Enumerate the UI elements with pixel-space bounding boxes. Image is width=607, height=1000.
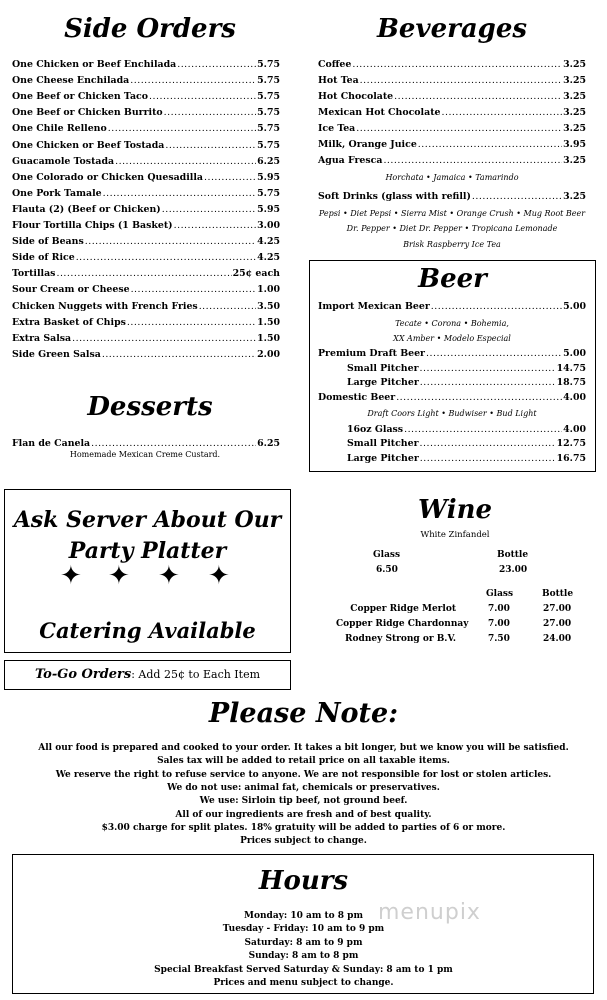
item-price: 5.75 <box>257 123 280 135</box>
item-name: Coffee <box>318 59 352 70</box>
hours-line: Monday: 10 am to 8 pm <box>244 911 363 921</box>
side-order-item <box>12 202 280 217</box>
wine-title: Wine <box>417 495 493 525</box>
side-order-item <box>12 138 280 153</box>
item-name: One Chicken or Beef Tostada <box>12 139 165 151</box>
domestic-glass-price: 4.00 <box>563 424 586 435</box>
side-order-item <box>12 282 280 297</box>
dessert-name: Flan de Canela <box>12 438 91 449</box>
soft-drinks-item <box>318 189 586 204</box>
domestic-small-pitcher <box>347 436 586 451</box>
side-order-item <box>12 266 280 281</box>
wine-name: Copper Ridge Chardonnay <box>336 619 469 629</box>
domestic-large-price: 16.75 <box>556 453 586 464</box>
wine-bottle-price: 27.00 <box>543 604 572 614</box>
premium-draft-item <box>318 346 586 361</box>
hours-line: Prices and menu subject to change. <box>213 978 394 988</box>
side-order-item <box>12 347 280 362</box>
premium-large-price: 18.75 <box>556 377 586 388</box>
import-beer-item <box>318 299 586 314</box>
wine-bottle-price: 24.00 <box>543 634 572 644</box>
item-price: 2.00 <box>257 348 280 360</box>
side-order-item <box>12 89 280 104</box>
note-line: We reserve the right to refuse service to anyone. We are not responsible for lost or stolen articles. <box>55 769 552 780</box>
togo-label: To-Go Orders <box>34 667 132 682</box>
import-note-2: XX Amber • Modelo Especial <box>393 334 511 343</box>
soft-drinks-name: Soft Drinks (glass with refill) <box>318 191 471 202</box>
item-price: 3.00 <box>257 220 280 231</box>
desserts-title: Desserts <box>87 392 213 422</box>
item-name: Side Green Salsa <box>12 348 101 360</box>
item-price: 3.25 <box>563 155 586 166</box>
item-price: 5.75 <box>257 75 280 87</box>
beverage-item <box>318 153 586 168</box>
star-icon: ✦ <box>158 561 180 591</box>
item-name: Tortillas <box>12 268 56 280</box>
item-name: One Chicken or Beef Enchilada <box>12 59 177 70</box>
item-name: One Chile Relleno <box>12 123 107 135</box>
item-name: One Beef or Chicken Burrito <box>12 107 163 119</box>
side-orders-title: Side Orders <box>64 14 236 44</box>
wine-glass-price: 7.00 <box>488 604 510 614</box>
note-line: All our food is prepared and cooked to your order. It takes a bit longer, but we know you will be satisfied. <box>38 743 569 753</box>
item-price: 3.25 <box>563 59 586 70</box>
premium-large-name: Large Pitcher <box>347 377 419 388</box>
item-name: Chicken Nuggets with French Fries <box>12 300 198 312</box>
please-note-title: Please Note: <box>208 698 399 729</box>
item-price: 1.00 <box>257 284 280 296</box>
side-order-item <box>12 57 280 72</box>
side-order-item <box>12 73 280 88</box>
soft-drinks-note-2: Dr. Pepper • Diet Dr. Pepper • Tropicana Lemonade <box>346 224 558 233</box>
item-name: Flour Tortilla Chips (1 Basket) <box>12 220 173 231</box>
item-price: 3.95 <box>563 139 586 150</box>
beverage-item <box>318 57 586 72</box>
soft-drinks-price: 3.25 <box>563 191 586 202</box>
item-price: 3.50 <box>257 300 280 312</box>
star-icon: ✦ <box>208 561 230 591</box>
item-price: 4.25 <box>257 252 280 264</box>
item-name: Flauta (2) (Beef or Chicken) <box>12 203 161 215</box>
side-order-item <box>12 331 280 346</box>
item-price: 3.25 <box>563 107 586 118</box>
item-name: Agua Fresca <box>318 155 383 166</box>
side-order-item <box>12 121 280 136</box>
domestic-glass-item <box>347 422 586 437</box>
catering-available: Catering Available <box>39 618 256 643</box>
side-order-item <box>12 154 280 169</box>
item-price: 5.75 <box>257 107 280 119</box>
side-order-item <box>12 250 280 265</box>
premium-draft-price: 5.00 <box>563 348 586 359</box>
side-order-item <box>12 105 280 120</box>
soft-drinks-note-3: Brisk Raspberry Ice Tea <box>403 240 501 249</box>
import-beer-name: Import Mexican Beer <box>318 301 430 312</box>
domestic-small-price: 12.75 <box>556 438 586 449</box>
note-line: Prices subject to change. <box>240 836 367 847</box>
domestic-beer-name: Domestic Beer <box>318 392 396 403</box>
beverage-item <box>318 73 586 88</box>
item-name: One Colorado or Chicken Quesadilla <box>12 171 203 183</box>
hours-line: Tuesday - Friday: 10 am to 9 pm <box>222 924 385 935</box>
premium-large-pitcher <box>347 375 586 390</box>
zin-bottle-price: 23.00 <box>499 565 528 575</box>
side-order-item <box>12 234 280 249</box>
item-price: 5.75 <box>257 91 280 103</box>
premium-draft-name: Premium Draft Beer <box>318 348 425 359</box>
domestic-glass-name: 16oz Glass <box>347 424 404 435</box>
hours-line: Special Breakfast Served Saturday & Sunday: 8 am to 1 pm <box>154 964 453 975</box>
item-name: One Beef or Chicken Taco <box>12 91 149 103</box>
wine-name: Copper Ridge Merlot <box>350 604 456 614</box>
hours-title: Hours <box>258 866 349 896</box>
item-name: One Pork Tamale <box>12 187 102 199</box>
beverage-item <box>318 89 586 104</box>
item-name: Hot Tea <box>318 75 359 86</box>
hours-line: Sunday: 8 am to 8 pm <box>248 951 359 962</box>
domestic-small-name: Small Pitcher <box>347 438 419 449</box>
dessert-price: 6.25 <box>257 438 280 449</box>
dessert-item <box>12 436 280 451</box>
item-name: Mexican Hot Chocolate <box>318 107 441 118</box>
zin-glass-price: 6.50 <box>376 565 398 575</box>
domestic-beer-price: 4.00 <box>563 392 586 403</box>
wine-glass-price: 7.50 <box>488 634 510 644</box>
hours-line: Saturday: 8 am to 9 pm <box>244 937 363 948</box>
menupix-watermark: menupix <box>378 900 481 925</box>
note-line: We use: Sirloin tip beef, not ground beef. <box>199 796 408 807</box>
item-price: 6.25 <box>257 155 280 167</box>
soft-drinks-note-1: Pepsi • Diet Pepsi • Sierra Mist • Orange Crush • Mug Root Beer <box>318 209 586 218</box>
item-price: 3.25 <box>563 123 586 134</box>
side-order-item <box>12 170 280 185</box>
beverage-item <box>318 121 586 136</box>
domestic-note: Draft Coors Light • Budwiser • Bud Light <box>367 409 537 418</box>
item-price: 5.75 <box>257 139 280 151</box>
import-beer-price: 5.00 <box>563 301 586 312</box>
party-line-2: Party Platter <box>68 538 227 564</box>
item-price: 1.50 <box>257 332 280 344</box>
party-line-1: Ask Server About Our <box>13 507 282 533</box>
wine-glass-header: Glass <box>486 589 514 599</box>
wine-name: Rodney Strong or B.V. <box>345 634 456 644</box>
togo-text: : Add 25¢ to Each Item <box>131 668 261 681</box>
wine-bottle-header: Bottle <box>542 589 574 599</box>
item-price: 4.25 <box>257 236 280 248</box>
dessert-description: Homemade Mexican Creme Custard. <box>69 450 221 459</box>
premium-small-price: 14.75 <box>556 363 586 374</box>
side-order-item <box>12 218 280 233</box>
item-price: 25¢ each <box>232 268 280 280</box>
wine-glass-price: 7.00 <box>488 619 510 629</box>
note-line: $3.00 charge for split plates. 18% gratuity will be added to parties of 6 or more. <box>101 822 506 833</box>
premium-small-name: Small Pitcher <box>347 363 419 374</box>
item-name: Sour Cream or Cheese <box>12 284 130 296</box>
item-name: Hot Chocolate <box>318 91 394 102</box>
star-icon: ✦ <box>60 561 82 591</box>
item-price: 3.25 <box>563 75 586 86</box>
beverage-item <box>318 105 586 120</box>
item-name: Side of Beans <box>12 236 84 248</box>
domestic-large-pitcher <box>347 451 586 466</box>
item-price: 5.95 <box>257 203 280 215</box>
item-price: 1.50 <box>257 316 280 328</box>
zin-bottle-header: Bottle <box>497 550 529 560</box>
note-line: Sales tax will be added to retail price on all taxable items. <box>157 756 450 767</box>
side-order-item <box>12 299 280 314</box>
domestic-beer-item <box>318 390 586 405</box>
zin-glass-header: Glass <box>373 550 401 560</box>
item-name: Guacamole Tostada <box>12 155 115 167</box>
item-name: One Cheese Enchilada <box>12 75 130 87</box>
wine-bottle-price: 27.00 <box>543 619 572 629</box>
item-name: Extra Salsa <box>12 332 72 344</box>
beverages-title: Beverages <box>376 14 528 44</box>
item-name: Side of Rice <box>12 252 75 264</box>
note-line: We do not use: animal fat, chemicals or preservatives. <box>167 782 440 793</box>
wine-subtitle: White Zinfandel <box>420 530 490 540</box>
note-line: All of our ingredients are fresh and of best quality. <box>175 809 432 820</box>
item-price: 5.75 <box>257 187 280 199</box>
togo-line <box>4 667 291 682</box>
premium-small-pitcher <box>347 361 586 376</box>
item-name: Milk, Orange Juice <box>318 139 417 150</box>
agua-fresca-note: Horchata • Jamaica • Tamarindo <box>385 173 519 182</box>
item-price: 3.25 <box>563 91 586 102</box>
import-note-1: Tecate • Corona • Bohemia, <box>395 319 509 328</box>
domestic-large-name: Large Pitcher <box>347 453 419 464</box>
item-name: Ice Tea <box>318 123 356 134</box>
beverage-item <box>318 137 586 152</box>
item-name: Extra Basket of Chips <box>12 316 126 328</box>
item-price: 5.95 <box>257 171 280 183</box>
side-order-item <box>12 315 280 330</box>
beer-title: Beer <box>418 264 487 294</box>
star-icon: ✦ <box>108 561 130 591</box>
side-order-item <box>12 186 280 201</box>
item-price: 5.75 <box>257 59 280 70</box>
